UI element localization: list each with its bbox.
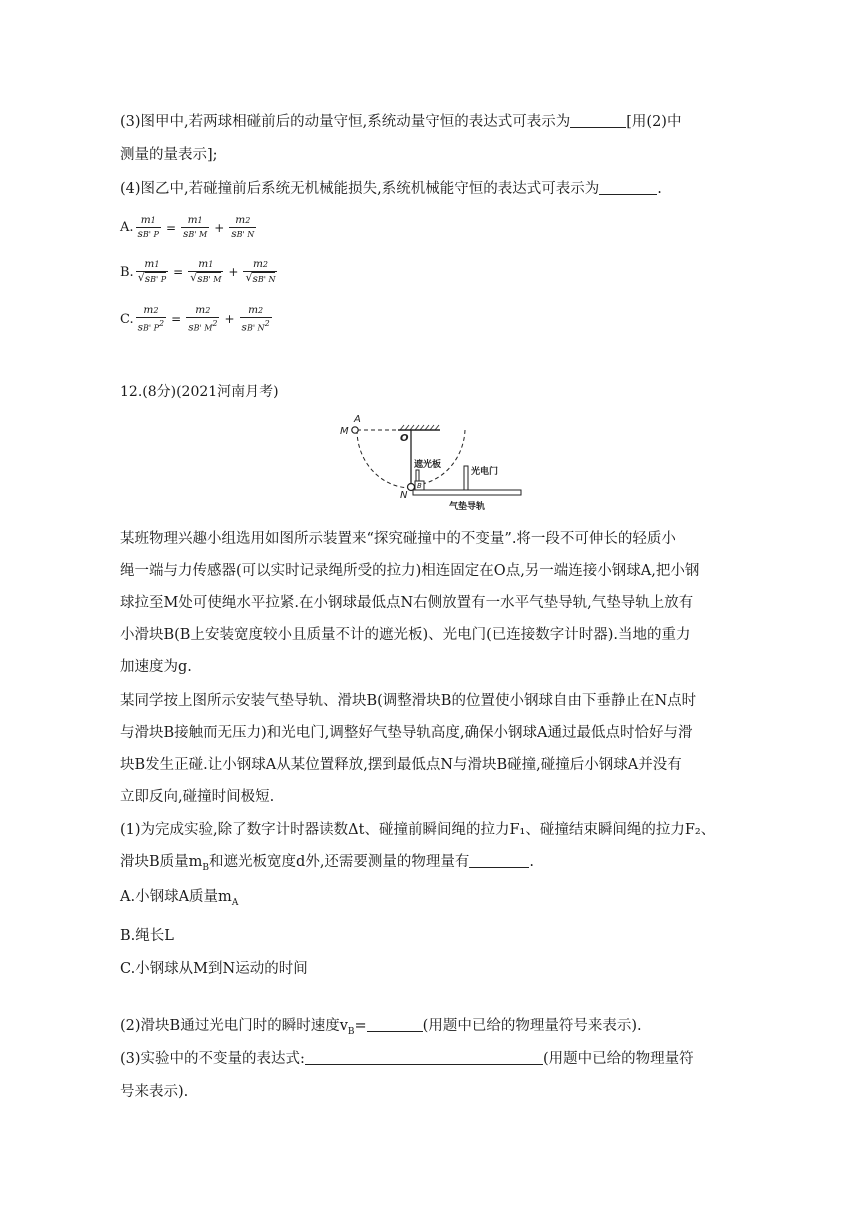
fraction: $\frac{m2}{sB' N}$ [231,214,255,240]
option-c[interactable]: C. $\frac{m2}{sB' P^2}$ = $\frac{m2}{sB' M^2}$ + $\frac{m2}{sB' N^2}$ [120,304,270,334]
ball-icon [352,427,358,433]
svg-text:光电门: 光电门 [471,467,499,477]
svg-text:O: O [400,433,409,444]
sub-question-1-options [120,881,740,986]
answer-blank[interactable] [570,111,626,128]
fraction: m2 √ sB' N [245,258,276,285]
problem-description: 某班物理兴趣小组选用如图所示装置来“探究碰撞中的不变量”.将一段不可伸长的轻质小 绳一端与力传感器(可以实时记录绳所受的拉力)相连固定在O点,另一端连接小钢球A,把小钢 球拉至M处可使绳水平拉紧.在小钢球最低点N右侧放置有一水平气垫导轨,气垫导轨上放有 小滑块B(B上安装宽度较小且质量不计的遮光板)、光电门(已连接数字计时器).当地的重力 加速度为g. [120,531,700,675]
fraction: m1 √ sB' P [137,258,167,285]
option-b[interactable]: B.绳长L [120,927,174,944]
ball-icon [408,484,415,491]
answer-blank[interactable] [305,1048,543,1065]
fraction: $\frac{m1}{sB' P}$ [137,214,159,240]
sub-question-2: (2)滑块B通过光电门时的瞬时速度$v_B=$ (用题中已给的物理量符号来表示). [120,1010,740,1049]
option-a[interactable]: A. $\frac{m1}{sB' P}$ = $\frac{m1}{sB' M}$ + $\frac{m2}{sB' N}$ [120,214,255,240]
question-12-header: 12.(8分)(2021河南月考) [120,384,279,400]
svg-text:气垫导轨: 气垫导轨 [449,502,486,512]
option-a[interactable]: A.小钢球A质量$m_A$ [120,889,239,908]
option-b[interactable]: B. m1 √ sB' P = m1 √ sB' M + m2 √ sB' N [120,258,276,285]
question-3-line-2: 测量的量表示]; [120,147,218,163]
question-4: (4)图乙中,若碰撞前后系统无机械能损失,系统机械能守恒的表达式可表示为 . [120,173,740,206]
apparatus-diagram [330,412,530,516]
fraction: $\frac{m1}{sB' M}$ [183,214,208,240]
question-3-line-1: (3)图甲中,若两球相碰前后的动量守恒,系统动量守恒的表达式可表示为 [用(2)中 [120,106,740,139]
answer-blank[interactable] [599,178,657,195]
svg-text:A: A [354,414,361,425]
sub-question-3: (3)实验中的不变量的表达式: (用题中已给的物理量符 号来表示). [120,1043,740,1109]
fraction: $\frac{m2}{sB' M^2}$ [188,304,218,334]
sub-question-1: (1)为完成实验,除了数字计时器读数Δt、碰撞前瞬间绳的拉力F₁、碰撞结束瞬间绳的拉力F₂、 滑块B质量$m_B$和遮光板宽度d外,还需要测量的物理量有 . [120,822,716,873]
fraction: m1 √ sB' M [190,258,222,285]
procedure-description: 某同学按上图所示安装气垫导轨、滑块B(调整滑块B的位置使小钢球自由下垂静止在N点时 与滑块B接触而无压力)和光电门,调整好气垫导轨高度,确保小钢球A通过最低点时恰好与滑 块B发生正碰.让小钢球A从某位置释放,摆到最低点N与滑块B碰撞,碰撞后小钢球A并没有 立即反向,碰撞时间极短. [120,693,697,805]
answer-blank[interactable] [469,851,529,868]
svg-text:M: M [340,426,349,437]
answer-blank[interactable] [367,1015,423,1032]
svg-text:B: B [417,482,422,490]
svg-text:N: N [400,490,408,501]
option-c[interactable]: C.小钢球从M到N运动的时间 [120,960,308,977]
svg-text:遮光板: 遮光板 [414,460,442,470]
fraction: $\frac{m2}{sB' P^2}$ [137,304,165,334]
question-3 [120,106,740,172]
fraction: $\frac{m2}{sB' N^2}$ [241,304,270,334]
